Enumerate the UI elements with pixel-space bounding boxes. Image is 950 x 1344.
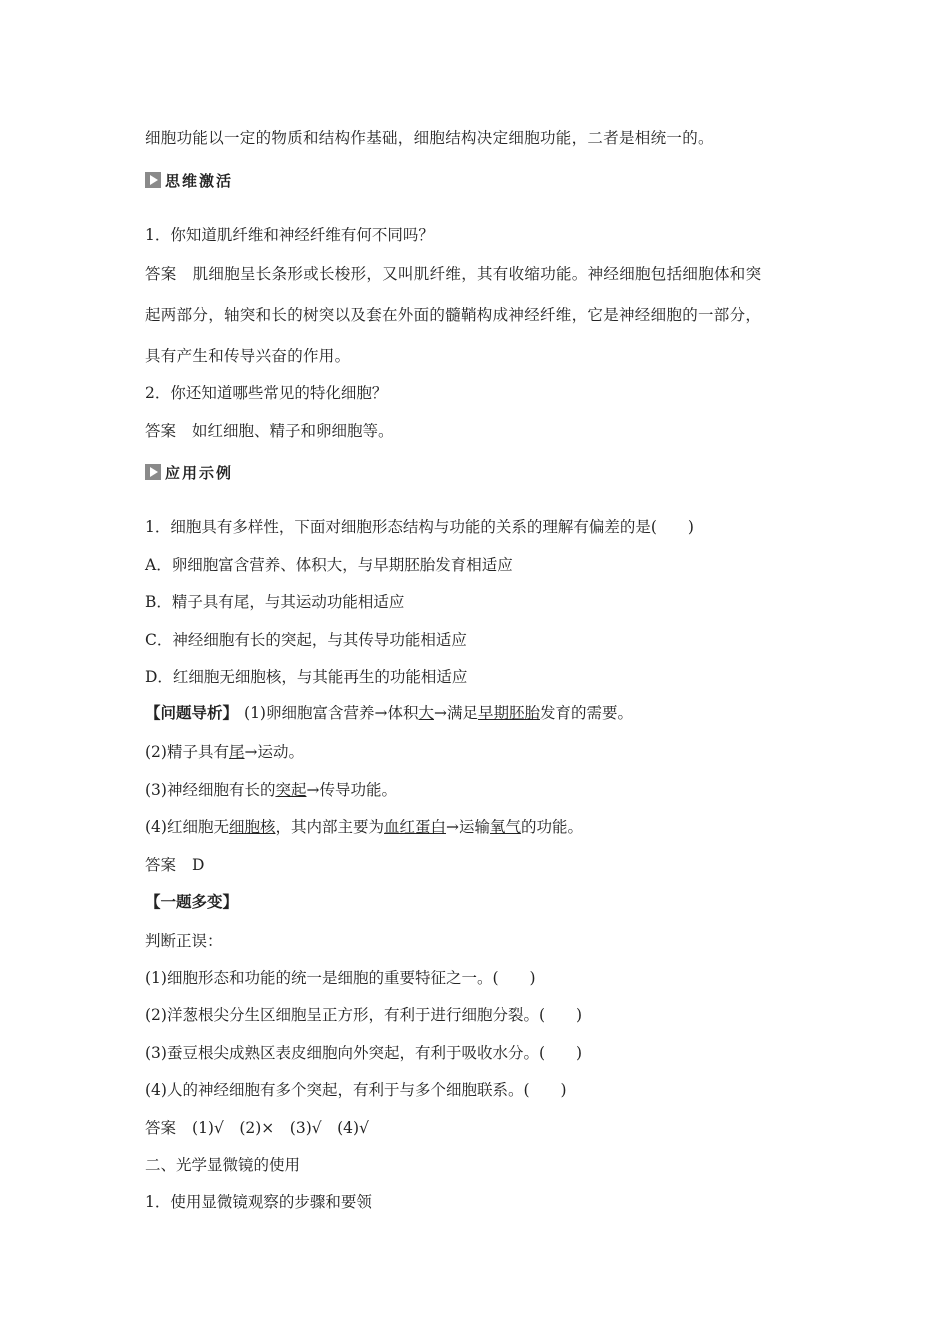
section-heading-text: 思维激活 xyxy=(165,171,234,190)
section-2-item-1: 1．使用显微镜观察的步骤和要领 xyxy=(145,1193,372,1211)
underlined-term: 血红蛋白 xyxy=(384,818,447,836)
guide-text: 发育的需要。 xyxy=(540,704,634,722)
guide-text: →传导功能。 xyxy=(306,781,397,799)
intro-paragraph: 细胞功能以一定的物质和结构作基础，细胞结构决定细胞功能，二者是相统一的。 xyxy=(145,129,714,147)
judge-item-2: (2)洋葱根尖分生区细胞呈正方形，有利于进行细胞分裂。( ) xyxy=(145,1006,583,1024)
answer-text: 如红细胞、精子和卵细胞等。 xyxy=(192,422,394,440)
answer-value: D xyxy=(192,856,205,874)
underlined-term: 氧气 xyxy=(490,818,522,836)
example-question: 1．细胞具有多样性，下面对细胞形态结构与功能的关系的理解有偏差的是( ) xyxy=(145,518,694,536)
section-heading-example xyxy=(145,462,233,482)
answer-label: 答案 xyxy=(145,265,177,283)
play-triangle-icon xyxy=(145,172,161,188)
guide-text: ，其内部主要为 xyxy=(275,818,384,836)
answer-2 xyxy=(145,421,394,441)
guide-text: →运动。 xyxy=(244,743,304,761)
answer-d xyxy=(145,855,204,875)
guide-line-2 xyxy=(145,742,304,762)
answer-label: 答案 xyxy=(145,856,177,874)
answer-1-line-1 xyxy=(145,264,761,284)
option-a: A．卵细胞富含营养、体积大，与早期胚胎发育相适应 xyxy=(145,556,513,574)
question-1: 1．你知道肌纤维和神经纤维有何不同吗？ xyxy=(145,226,434,244)
guide-text: (2)精子具有 xyxy=(145,743,229,761)
option-b: B．精子具有尾，与其运动功能相适应 xyxy=(145,593,405,611)
judge-item-3: (3)蚕豆根尖成熟区表皮细胞向外突起，有利于吸收水分。( ) xyxy=(145,1044,583,1062)
play-triangle-icon xyxy=(145,464,161,480)
section-heading-thinking xyxy=(145,170,233,190)
option-d: D．红细胞无细胞核，与其能再生的功能相适应 xyxy=(145,668,468,686)
underlined-term: 早期胚胎 xyxy=(477,704,540,722)
answer-label: 答案 xyxy=(145,422,177,440)
answer-1-line-2: 起两部分，轴突和长的树突以及套在外面的髓鞘构成神经纤维，它是神经细胞的一部分， xyxy=(145,306,762,324)
guide-line-3 xyxy=(145,780,397,800)
answer-1-line-3: 具有产生和传导兴奋的作用。 xyxy=(145,347,351,365)
section-heading-text: 应用示例 xyxy=(165,463,234,482)
guide-text: 的功能。 xyxy=(521,818,584,836)
variant-label: 【一题多变】 xyxy=(145,892,239,911)
answer-label: 答案 xyxy=(145,1119,177,1137)
guide-text: →满足 xyxy=(433,704,478,722)
guide-label: 【问题导析】 xyxy=(145,703,239,722)
option-c: C．神经细胞有长的突起，与其传导功能相适应 xyxy=(145,631,467,649)
judge-item-1: (1)细胞形态和功能的统一是细胞的重要特征之一。( ) xyxy=(145,969,536,987)
judge-prompt: 判断正误： xyxy=(145,932,223,950)
judge-item-4: (4)人的神经细胞有多个突起，有利于与多个细胞联系。( ) xyxy=(145,1081,567,1099)
underlined-term: 尾 xyxy=(228,743,245,761)
guide-line-1 xyxy=(145,703,633,723)
answer-values: (1)√ (2)× (3)√ (4)√ xyxy=(192,1119,369,1137)
guide-text: (1)卵细胞富含营养→体积 xyxy=(244,704,419,722)
guide-text: (4)红细胞无 xyxy=(145,818,229,836)
answer-text: 肌细胞呈长条形或长梭形，又叫肌纤维，其有收缩功能。神经细胞包括细胞体和突 xyxy=(192,265,762,283)
guide-line-4 xyxy=(145,817,583,837)
guide-text: (3)神经细胞有长的 xyxy=(145,781,276,799)
underlined-term: 细胞核 xyxy=(228,818,276,836)
question-2: 2．你还知道哪些常见的特化细胞？ xyxy=(145,384,388,402)
underlined-term: 大 xyxy=(418,704,434,722)
underlined-term: 突起 xyxy=(275,781,307,799)
variant-answers xyxy=(145,1118,369,1138)
section-2-heading: 二、光学显微镜的使用 xyxy=(145,1156,301,1174)
guide-text: →运输 xyxy=(446,818,491,836)
